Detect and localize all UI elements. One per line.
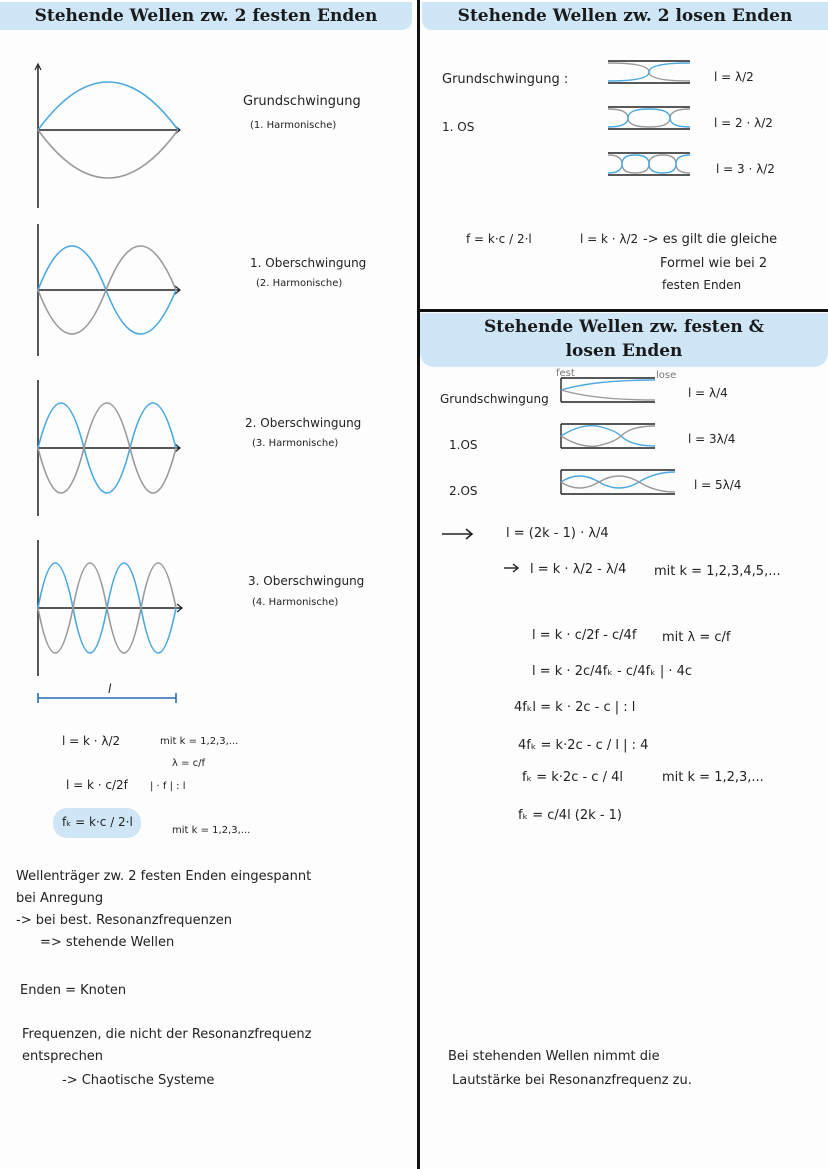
left-header: Stehende Wellen zw. 2 festen Enden (0, 2, 412, 30)
derivation-2-note: mit k = 1,2,3,4,5,... (654, 564, 781, 579)
loose-second-overtone-diagram (608, 153, 690, 175)
right-bottom-header-text: Stehende Wellen zw. festen & losen Enden (483, 317, 765, 361)
note-line-7: entsprechen (22, 1049, 104, 1064)
loose-note-1: -> es gilt die gleiche (643, 232, 778, 247)
loose-l-formula: l = k · λ/2 (580, 232, 639, 246)
mixed-label-os2: 2.OS (449, 484, 478, 498)
note-line-2: bei Anregung (16, 891, 104, 906)
mixed-eq-3: l = 5λ/4 (694, 478, 742, 492)
right-top-header: Stehende Wellen zw. 2 losen Enden (422, 2, 828, 30)
bottom-note-1: Bei stehenden Wellen nimmt die (448, 1049, 660, 1064)
mixed-eq-2: l = 3λ/4 (688, 432, 736, 446)
length-bar (38, 693, 176, 703)
mode-2-sub: (2. Harmonische) (256, 278, 343, 289)
derivation-6: 4fₖ = k·2c - c / l | : 4 (518, 738, 649, 753)
loose-end-label: lose (656, 370, 677, 381)
loose-eq-2: l = 2 · λ/2 (714, 116, 773, 130)
fundamental-wave-diagram (35, 64, 180, 208)
left-wave-diagrams (0, 40, 240, 720)
mixed-fundamental-diagram (561, 378, 655, 402)
derivation-7-note: mit k = 1,2,3,... (662, 770, 764, 785)
loose-fundamental-diagram (608, 61, 690, 83)
derivation-5: 4fₖl = k · 2c - c | : l (514, 700, 636, 715)
derivation-2: l = k · λ/2 - λ/4 (530, 562, 627, 577)
length-label: l (108, 682, 112, 696)
note-line-8: -> Chaotische Systeme (62, 1073, 215, 1088)
formula-fk-k-values: mit k = 1,2,3,... (172, 825, 251, 836)
formula-l-c2f: l = k · c/2f (66, 778, 128, 792)
mode-4-sub: (4. Harmonische) (252, 597, 339, 608)
derivation-1: l = (2k - 1) · λ/4 (506, 526, 609, 541)
arrow-right-icon-2 (504, 564, 518, 572)
derivation-4: l = k · 2c/4fₖ - c/4fₖ | · 4c (532, 664, 693, 679)
note-line-1: Wellenträger zw. 2 festen Enden eingespannt (16, 869, 312, 884)
mixed-label-os1: 1.OS (449, 438, 478, 452)
mixed-label-fundamental: Grundschwingung (440, 392, 549, 406)
bottom-note-2: Lautstärke bei Resonanzfrequenz zu. (452, 1073, 692, 1088)
derivation-8: fₖ = c/4l (2k - 1) (518, 808, 622, 823)
formula-fk: fₖ = k·c / 2·l (62, 815, 133, 829)
first-overtone-wave-diagram (38, 224, 180, 356)
formula-l-lambda: l = k · λ/2 (62, 734, 121, 748)
second-overtone-wave-diagram (38, 380, 180, 516)
third-overtone-wave-diagram (38, 540, 182, 676)
loose-ends-diagrams (600, 55, 700, 185)
mode-1-sub: (1. Harmonische) (250, 120, 337, 131)
section-divider (419, 309, 828, 312)
loose-note-3: festen Enden (662, 278, 742, 292)
derivation-7: fₖ = k·2c - c / 4l (522, 770, 623, 785)
mixed-first-overtone-diagram (561, 424, 655, 448)
mixed-eq-1: l = λ/4 (688, 386, 728, 400)
fixed-end-label: fest (556, 368, 575, 379)
derivation-3: l = k · c/2f - c/4f (532, 628, 637, 643)
note-line-4: => stehende Wellen (40, 935, 175, 950)
loose-eq-3: l = 3 · λ/2 (716, 162, 775, 176)
formula-k-values: mit k = 1,2,3,... (160, 736, 239, 747)
loose-f-formula: f = k·c / 2·l (466, 232, 532, 246)
column-divider (417, 0, 420, 1169)
mode-3-sub: (3. Harmonische) (252, 438, 339, 449)
formula-operation: | · f | : l (150, 781, 186, 792)
mode-1-title: Grundschwingung (243, 94, 361, 109)
loose-eq-1: l = λ/2 (714, 70, 754, 84)
derivation-3-note: mit λ = c/f (662, 630, 731, 645)
mode-4-title: 3. Oberschwingung (248, 574, 365, 588)
loose-first-overtone-diagram (608, 107, 690, 129)
note-line-3: -> bei best. Resonanzfrequenzen (16, 913, 232, 928)
loose-label-fundamental: Grundschwingung : (442, 72, 569, 87)
loose-note-2: Formel wie bei 2 (660, 256, 768, 271)
mode-2-title: 1. Oberschwingung (250, 256, 367, 270)
mixed-second-overtone-diagram (561, 470, 675, 494)
note-line-6: Frequenzen, die nicht der Resonanzfrequenz (22, 1027, 312, 1042)
right-bottom-header (420, 313, 828, 367)
formula-lambda-cf: λ = c/f (172, 758, 206, 769)
loose-label-os: 1. OS (442, 120, 475, 134)
arrow-right-icon (442, 529, 472, 539)
note-line-5: Enden = Knoten (20, 983, 127, 998)
mixed-ends-diagrams (555, 370, 685, 500)
mode-3-title: 2. Oberschwingung (245, 416, 362, 430)
